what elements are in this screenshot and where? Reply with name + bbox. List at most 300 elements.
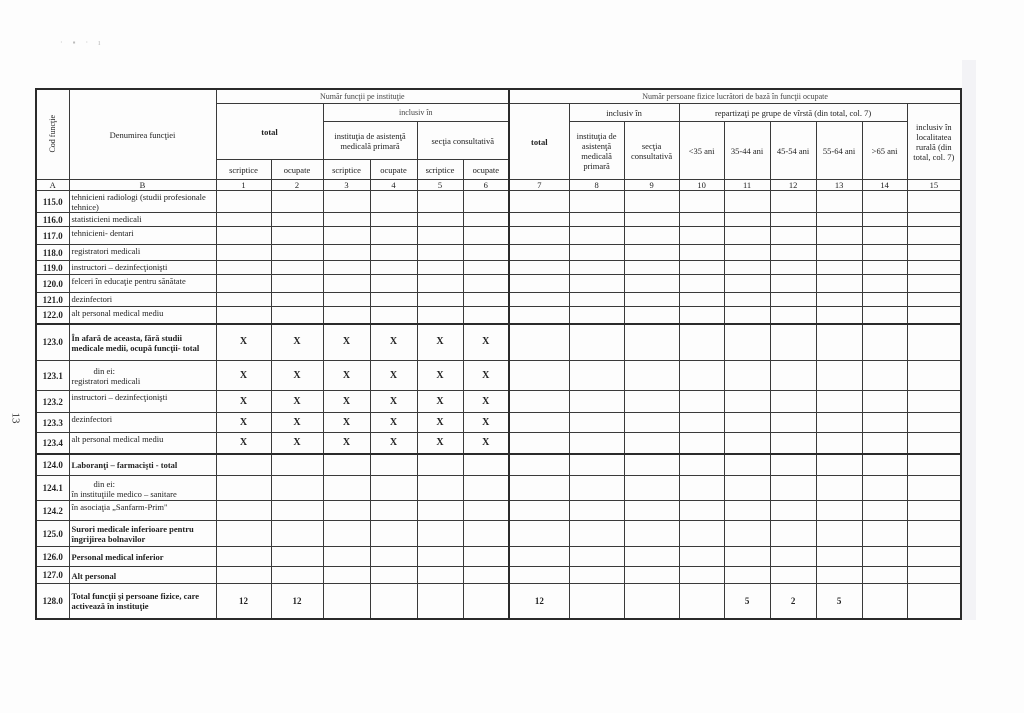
value-cell-col-1[interactable]: [216, 501, 271, 521]
value-cell-col-2[interactable]: [271, 245, 323, 261]
value-cell-col-2[interactable]: [271, 191, 323, 213]
value-cell-col-12[interactable]: [770, 433, 816, 454]
value-cell-col-13[interactable]: [816, 261, 862, 275]
value-cell-col-4[interactable]: [370, 567, 417, 584]
value-cell-col-13[interactable]: [816, 307, 862, 324]
value-cell-col-14[interactable]: [862, 245, 907, 261]
value-cell-col-4[interactable]: [370, 476, 417, 501]
value-cell-col-4[interactable]: X: [370, 361, 417, 391]
value-cell-col-11[interactable]: [724, 476, 770, 501]
value-cell-col-9[interactable]: [624, 521, 679, 547]
value-cell-col-7[interactable]: [509, 275, 569, 293]
value-cell-col-14[interactable]: [862, 413, 907, 433]
value-cell-col-2[interactable]: [271, 476, 323, 501]
value-cell-col-11[interactable]: [724, 227, 770, 245]
value-cell-col-2[interactable]: X: [271, 433, 323, 454]
value-cell-col-8[interactable]: [569, 501, 624, 521]
value-cell-col-14[interactable]: [862, 293, 907, 307]
value-cell-col-7[interactable]: [509, 521, 569, 547]
value-cell-col-11[interactable]: [724, 521, 770, 547]
value-cell-col-14[interactable]: [862, 521, 907, 547]
value-cell-col-12[interactable]: [770, 454, 816, 476]
value-cell-col-7[interactable]: 12: [509, 584, 569, 619]
value-cell-col-14[interactable]: [862, 476, 907, 501]
value-cell-col-4[interactable]: [370, 454, 417, 476]
value-cell-col-13[interactable]: [816, 245, 862, 261]
value-cell-col-10[interactable]: [679, 476, 724, 501]
value-cell-col-10[interactable]: [679, 324, 724, 361]
value-cell-col-12[interactable]: [770, 501, 816, 521]
value-cell-col-8[interactable]: [569, 547, 624, 567]
value-cell-col-14[interactable]: [862, 454, 907, 476]
value-cell-col-13[interactable]: [816, 547, 862, 567]
value-cell-col-6[interactable]: X: [463, 361, 509, 391]
value-cell-col-10[interactable]: [679, 227, 724, 245]
value-cell-col-12[interactable]: [770, 547, 816, 567]
value-cell-col-5[interactable]: [417, 293, 463, 307]
value-cell-col-3[interactable]: [323, 307, 370, 324]
value-cell-col-5[interactable]: X: [417, 361, 463, 391]
value-cell-col-11[interactable]: [724, 245, 770, 261]
value-cell-col-10[interactable]: [679, 567, 724, 584]
value-cell-col-9[interactable]: [624, 261, 679, 275]
value-cell-col-4[interactable]: [370, 191, 417, 213]
value-cell-col-14[interactable]: [862, 433, 907, 454]
value-cell-col-3[interactable]: X: [323, 413, 370, 433]
value-cell-col-15[interactable]: [907, 476, 961, 501]
value-cell-col-13[interactable]: [816, 567, 862, 584]
value-cell-col-11[interactable]: [724, 391, 770, 413]
value-cell-col-13[interactable]: [816, 413, 862, 433]
value-cell-col-13[interactable]: [816, 191, 862, 213]
value-cell-col-15[interactable]: [907, 191, 961, 213]
value-cell-col-10[interactable]: [679, 191, 724, 213]
value-cell-col-1[interactable]: X: [216, 361, 271, 391]
value-cell-col-11[interactable]: [724, 413, 770, 433]
value-cell-col-10[interactable]: [679, 547, 724, 567]
value-cell-col-5[interactable]: [417, 501, 463, 521]
value-cell-col-5[interactable]: [417, 245, 463, 261]
value-cell-col-5[interactable]: X: [417, 433, 463, 454]
value-cell-col-14[interactable]: [862, 324, 907, 361]
value-cell-col-9[interactable]: [624, 245, 679, 261]
value-cell-col-7[interactable]: [509, 433, 569, 454]
value-cell-col-10[interactable]: [679, 501, 724, 521]
value-cell-col-5[interactable]: X: [417, 324, 463, 361]
value-cell-col-2[interactable]: [271, 307, 323, 324]
value-cell-col-12[interactable]: [770, 476, 816, 501]
value-cell-col-1[interactable]: [216, 191, 271, 213]
value-cell-col-7[interactable]: [509, 413, 569, 433]
value-cell-col-6[interactable]: [463, 584, 509, 619]
value-cell-col-6[interactable]: [463, 454, 509, 476]
value-cell-col-5[interactable]: X: [417, 391, 463, 413]
value-cell-col-11[interactable]: [724, 324, 770, 361]
value-cell-col-9[interactable]: [624, 584, 679, 619]
value-cell-col-2[interactable]: [271, 227, 323, 245]
value-cell-col-3[interactable]: [323, 567, 370, 584]
value-cell-col-10[interactable]: [679, 261, 724, 275]
value-cell-col-8[interactable]: [569, 584, 624, 619]
value-cell-col-9[interactable]: [624, 454, 679, 476]
value-cell-col-14[interactable]: [862, 261, 907, 275]
value-cell-col-14[interactable]: [862, 567, 907, 584]
value-cell-col-2[interactable]: [271, 293, 323, 307]
value-cell-col-2[interactable]: [271, 567, 323, 584]
value-cell-col-4[interactable]: [370, 275, 417, 293]
value-cell-col-5[interactable]: [417, 261, 463, 275]
value-cell-col-15[interactable]: [907, 521, 961, 547]
value-cell-col-7[interactable]: [509, 191, 569, 213]
value-cell-col-12[interactable]: [770, 245, 816, 261]
value-cell-col-10[interactable]: [679, 584, 724, 619]
value-cell-col-4[interactable]: X: [370, 324, 417, 361]
value-cell-col-3[interactable]: [323, 227, 370, 245]
value-cell-col-5[interactable]: [417, 547, 463, 567]
value-cell-col-5[interactable]: X: [417, 413, 463, 433]
value-cell-col-7[interactable]: [509, 227, 569, 245]
value-cell-col-1[interactable]: X: [216, 391, 271, 413]
value-cell-col-3[interactable]: [323, 275, 370, 293]
value-cell-col-7[interactable]: [509, 307, 569, 324]
value-cell-col-14[interactable]: [862, 547, 907, 567]
value-cell-col-15[interactable]: [907, 567, 961, 584]
value-cell-col-4[interactable]: [370, 501, 417, 521]
value-cell-col-8[interactable]: [569, 191, 624, 213]
value-cell-col-14[interactable]: [862, 501, 907, 521]
value-cell-col-14[interactable]: [862, 584, 907, 619]
value-cell-col-12[interactable]: [770, 275, 816, 293]
value-cell-col-13[interactable]: 5: [816, 584, 862, 619]
value-cell-col-15[interactable]: [907, 361, 961, 391]
value-cell-col-7[interactable]: [509, 476, 569, 501]
value-cell-col-8[interactable]: [569, 361, 624, 391]
value-cell-col-4[interactable]: X: [370, 413, 417, 433]
value-cell-col-9[interactable]: [624, 227, 679, 245]
value-cell-col-14[interactable]: [862, 191, 907, 213]
value-cell-col-7[interactable]: [509, 293, 569, 307]
value-cell-col-13[interactable]: [816, 324, 862, 361]
value-cell-col-1[interactable]: [216, 227, 271, 245]
value-cell-col-8[interactable]: [569, 521, 624, 547]
value-cell-col-13[interactable]: [816, 275, 862, 293]
value-cell-col-3[interactable]: [323, 245, 370, 261]
value-cell-col-1[interactable]: [216, 567, 271, 584]
value-cell-col-10[interactable]: [679, 413, 724, 433]
value-cell-col-9[interactable]: [624, 547, 679, 567]
value-cell-col-2[interactable]: X: [271, 324, 323, 361]
value-cell-col-12[interactable]: [770, 191, 816, 213]
value-cell-col-8[interactable]: [569, 433, 624, 454]
value-cell-col-9[interactable]: [624, 275, 679, 293]
value-cell-col-15[interactable]: [907, 293, 961, 307]
value-cell-col-10[interactable]: [679, 361, 724, 391]
value-cell-col-9[interactable]: [624, 413, 679, 433]
value-cell-col-5[interactable]: [417, 567, 463, 584]
value-cell-col-1[interactable]: [216, 275, 271, 293]
value-cell-col-10[interactable]: [679, 293, 724, 307]
value-cell-col-6[interactable]: [463, 191, 509, 213]
value-cell-col-3[interactable]: [323, 191, 370, 213]
value-cell-col-15[interactable]: [907, 391, 961, 413]
value-cell-col-8[interactable]: [569, 391, 624, 413]
value-cell-col-6[interactable]: [463, 521, 509, 547]
value-cell-col-1[interactable]: [216, 454, 271, 476]
value-cell-col-9[interactable]: [624, 433, 679, 454]
value-cell-col-8[interactable]: [569, 245, 624, 261]
value-cell-col-6[interactable]: [463, 476, 509, 501]
value-cell-col-9[interactable]: [624, 324, 679, 361]
value-cell-col-3[interactable]: [323, 476, 370, 501]
value-cell-col-12[interactable]: [770, 213, 816, 227]
value-cell-col-1[interactable]: [216, 521, 271, 547]
value-cell-col-2[interactable]: [271, 213, 323, 227]
value-cell-col-13[interactable]: [816, 454, 862, 476]
value-cell-col-10[interactable]: [679, 521, 724, 547]
value-cell-col-3[interactable]: [323, 501, 370, 521]
value-cell-col-14[interactable]: [862, 361, 907, 391]
value-cell-col-6[interactable]: [463, 261, 509, 275]
value-cell-col-10[interactable]: [679, 213, 724, 227]
value-cell-col-15[interactable]: [907, 547, 961, 567]
value-cell-col-13[interactable]: [816, 361, 862, 391]
value-cell-col-6[interactable]: [463, 293, 509, 307]
value-cell-col-12[interactable]: [770, 413, 816, 433]
value-cell-col-3[interactable]: [323, 293, 370, 307]
value-cell-col-15[interactable]: [907, 245, 961, 261]
value-cell-col-13[interactable]: [816, 476, 862, 501]
value-cell-col-3[interactable]: [323, 521, 370, 547]
value-cell-col-1[interactable]: [216, 245, 271, 261]
value-cell-col-12[interactable]: [770, 521, 816, 547]
value-cell-col-15[interactable]: [907, 584, 961, 619]
value-cell-col-3[interactable]: [323, 547, 370, 567]
value-cell-col-8[interactable]: [569, 213, 624, 227]
value-cell-col-5[interactable]: [417, 275, 463, 293]
value-cell-col-13[interactable]: [816, 501, 862, 521]
value-cell-col-10[interactable]: [679, 391, 724, 413]
value-cell-col-8[interactable]: [569, 307, 624, 324]
value-cell-col-15[interactable]: [907, 213, 961, 227]
value-cell-col-10[interactable]: [679, 454, 724, 476]
value-cell-col-13[interactable]: [816, 213, 862, 227]
value-cell-col-3[interactable]: [323, 584, 370, 619]
value-cell-col-1[interactable]: X: [216, 324, 271, 361]
value-cell-col-13[interactable]: [816, 433, 862, 454]
value-cell-col-6[interactable]: [463, 307, 509, 324]
value-cell-col-4[interactable]: [370, 293, 417, 307]
value-cell-col-4[interactable]: [370, 261, 417, 275]
value-cell-col-2[interactable]: X: [271, 361, 323, 391]
value-cell-col-14[interactable]: [862, 227, 907, 245]
value-cell-col-11[interactable]: [724, 361, 770, 391]
value-cell-col-5[interactable]: [417, 584, 463, 619]
value-cell-col-11[interactable]: [724, 275, 770, 293]
value-cell-col-4[interactable]: [370, 547, 417, 567]
value-cell-col-15[interactable]: [907, 227, 961, 245]
value-cell-col-12[interactable]: [770, 293, 816, 307]
value-cell-col-8[interactable]: [569, 454, 624, 476]
value-cell-col-6[interactable]: X: [463, 391, 509, 413]
value-cell-col-1[interactable]: 12: [216, 584, 271, 619]
value-cell-col-5[interactable]: [417, 213, 463, 227]
value-cell-col-6[interactable]: X: [463, 433, 509, 454]
value-cell-col-10[interactable]: [679, 307, 724, 324]
value-cell-col-6[interactable]: X: [463, 324, 509, 361]
value-cell-col-9[interactable]: [624, 361, 679, 391]
value-cell-col-6[interactable]: X: [463, 413, 509, 433]
value-cell-col-14[interactable]: [862, 275, 907, 293]
value-cell-col-8[interactable]: [569, 413, 624, 433]
value-cell-col-3[interactable]: X: [323, 433, 370, 454]
value-cell-col-2[interactable]: [271, 454, 323, 476]
value-cell-col-10[interactable]: [679, 245, 724, 261]
value-cell-col-6[interactable]: [463, 275, 509, 293]
value-cell-col-5[interactable]: [417, 227, 463, 245]
value-cell-col-7[interactable]: [509, 501, 569, 521]
value-cell-col-13[interactable]: [816, 391, 862, 413]
value-cell-col-10[interactable]: [679, 433, 724, 454]
value-cell-col-2[interactable]: X: [271, 391, 323, 413]
value-cell-col-7[interactable]: [509, 261, 569, 275]
value-cell-col-15[interactable]: [907, 433, 961, 454]
value-cell-col-1[interactable]: [216, 307, 271, 324]
value-cell-col-12[interactable]: [770, 261, 816, 275]
value-cell-col-11[interactable]: [724, 191, 770, 213]
value-cell-col-3[interactable]: X: [323, 324, 370, 361]
value-cell-col-15[interactable]: [907, 307, 961, 324]
value-cell-col-8[interactable]: [569, 567, 624, 584]
value-cell-col-12[interactable]: [770, 361, 816, 391]
value-cell-col-6[interactable]: [463, 227, 509, 245]
value-cell-col-6[interactable]: [463, 501, 509, 521]
value-cell-col-15[interactable]: [907, 261, 961, 275]
value-cell-col-9[interactable]: [624, 567, 679, 584]
value-cell-col-8[interactable]: [569, 324, 624, 361]
value-cell-col-3[interactable]: [323, 261, 370, 275]
value-cell-col-4[interactable]: [370, 213, 417, 227]
value-cell-col-5[interactable]: [417, 454, 463, 476]
value-cell-col-15[interactable]: [907, 275, 961, 293]
value-cell-col-2[interactable]: [271, 501, 323, 521]
value-cell-col-13[interactable]: [816, 227, 862, 245]
value-cell-col-6[interactable]: [463, 245, 509, 261]
value-cell-col-2[interactable]: [271, 275, 323, 293]
value-cell-col-2[interactable]: [271, 261, 323, 275]
value-cell-col-9[interactable]: [624, 213, 679, 227]
value-cell-col-8[interactable]: [569, 476, 624, 501]
value-cell-col-12[interactable]: [770, 324, 816, 361]
value-cell-col-9[interactable]: [624, 293, 679, 307]
value-cell-col-7[interactable]: [509, 454, 569, 476]
value-cell-col-12[interactable]: [770, 391, 816, 413]
value-cell-col-9[interactable]: [624, 476, 679, 501]
value-cell-col-1[interactable]: [216, 261, 271, 275]
value-cell-col-7[interactable]: [509, 391, 569, 413]
value-cell-col-2[interactable]: 12: [271, 584, 323, 619]
value-cell-col-6[interactable]: [463, 213, 509, 227]
value-cell-col-11[interactable]: [724, 567, 770, 584]
value-cell-col-1[interactable]: [216, 293, 271, 307]
value-cell-col-11[interactable]: [724, 293, 770, 307]
value-cell-col-10[interactable]: [679, 275, 724, 293]
value-cell-col-6[interactable]: [463, 547, 509, 567]
value-cell-col-14[interactable]: [862, 213, 907, 227]
value-cell-col-15[interactable]: [907, 413, 961, 433]
value-cell-col-11[interactable]: [724, 501, 770, 521]
value-cell-col-2[interactable]: [271, 547, 323, 567]
value-cell-col-15[interactable]: [907, 324, 961, 361]
value-cell-col-3[interactable]: [323, 454, 370, 476]
value-cell-col-11[interactable]: [724, 213, 770, 227]
value-cell-col-11[interactable]: [724, 433, 770, 454]
value-cell-col-9[interactable]: [624, 191, 679, 213]
value-cell-col-8[interactable]: [569, 275, 624, 293]
value-cell-col-11[interactable]: [724, 261, 770, 275]
value-cell-col-1[interactable]: [216, 213, 271, 227]
value-cell-col-11[interactable]: [724, 454, 770, 476]
value-cell-col-4[interactable]: [370, 245, 417, 261]
value-cell-col-2[interactable]: X: [271, 413, 323, 433]
value-cell-col-1[interactable]: X: [216, 433, 271, 454]
value-cell-col-7[interactable]: [509, 324, 569, 361]
value-cell-col-6[interactable]: [463, 567, 509, 584]
value-cell-col-7[interactable]: [509, 361, 569, 391]
value-cell-col-3[interactable]: X: [323, 361, 370, 391]
value-cell-col-4[interactable]: [370, 521, 417, 547]
value-cell-col-1[interactable]: [216, 547, 271, 567]
value-cell-col-13[interactable]: [816, 293, 862, 307]
value-cell-col-8[interactable]: [569, 293, 624, 307]
value-cell-col-4[interactable]: [370, 227, 417, 245]
value-cell-col-14[interactable]: [862, 307, 907, 324]
value-cell-col-4[interactable]: [370, 584, 417, 619]
value-cell-col-2[interactable]: [271, 521, 323, 547]
value-cell-col-9[interactable]: [624, 307, 679, 324]
value-cell-col-12[interactable]: [770, 307, 816, 324]
value-cell-col-15[interactable]: [907, 454, 961, 476]
value-cell-col-9[interactable]: [624, 501, 679, 521]
value-cell-col-7[interactable]: [509, 567, 569, 584]
value-cell-col-15[interactable]: [907, 501, 961, 521]
value-cell-col-9[interactable]: [624, 391, 679, 413]
value-cell-col-12[interactable]: 2: [770, 584, 816, 619]
value-cell-col-1[interactable]: [216, 476, 271, 501]
value-cell-col-4[interactable]: X: [370, 433, 417, 454]
value-cell-col-12[interactable]: [770, 567, 816, 584]
value-cell-col-7[interactable]: [509, 245, 569, 261]
value-cell-col-8[interactable]: [569, 261, 624, 275]
value-cell-col-7[interactable]: [509, 547, 569, 567]
value-cell-col-1[interactable]: X: [216, 413, 271, 433]
value-cell-col-11[interactable]: [724, 547, 770, 567]
value-cell-col-11[interactable]: [724, 307, 770, 324]
value-cell-col-4[interactable]: [370, 307, 417, 324]
value-cell-col-8[interactable]: [569, 227, 624, 245]
value-cell-col-3[interactable]: X: [323, 391, 370, 413]
value-cell-col-7[interactable]: [509, 213, 569, 227]
value-cell-col-4[interactable]: X: [370, 391, 417, 413]
value-cell-col-13[interactable]: [816, 521, 862, 547]
value-cell-col-5[interactable]: [417, 307, 463, 324]
value-cell-col-3[interactable]: [323, 213, 370, 227]
value-cell-col-5[interactable]: [417, 191, 463, 213]
value-cell-col-14[interactable]: [862, 391, 907, 413]
value-cell-col-12[interactable]: [770, 227, 816, 245]
value-cell-col-5[interactable]: [417, 476, 463, 501]
value-cell-col-5[interactable]: [417, 521, 463, 547]
value-cell-col-11[interactable]: 5: [724, 584, 770, 619]
